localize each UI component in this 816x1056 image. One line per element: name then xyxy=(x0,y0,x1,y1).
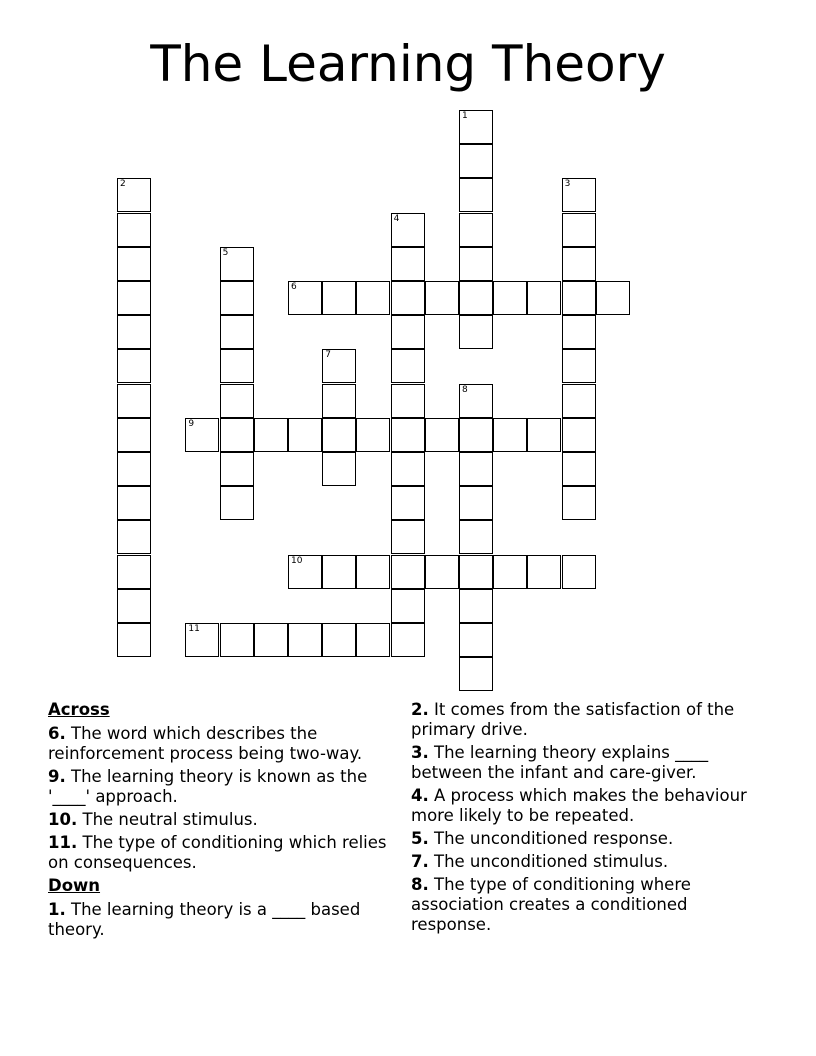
grid-cell xyxy=(391,520,425,554)
grid-cell xyxy=(288,281,322,315)
grid-cell xyxy=(117,247,151,281)
cell-number: 8 xyxy=(462,384,468,395)
grid-cell xyxy=(117,384,151,418)
grid-cell xyxy=(185,418,219,452)
clue-text: The type of conditioning which relies on consequences. xyxy=(48,833,387,872)
grid-cell xyxy=(527,281,561,315)
cell-number: 1 xyxy=(462,111,468,121)
grid-cell xyxy=(117,281,151,315)
grid-cell xyxy=(322,555,356,589)
clue-number: 6. xyxy=(48,724,66,743)
clue-down-2 xyxy=(411,700,771,740)
clue-number: 3. xyxy=(411,743,429,762)
grid-cell xyxy=(459,315,493,349)
grid-cell xyxy=(562,555,596,589)
cell-number: 11 xyxy=(188,624,200,634)
grid-cell xyxy=(322,281,356,315)
grid-cell xyxy=(117,178,151,212)
clue-text: The word which describes the reinforcement process being two-way. xyxy=(48,724,363,763)
grid-cell xyxy=(562,384,596,418)
down-heading: Down xyxy=(48,876,101,895)
grid-cell xyxy=(391,247,425,281)
grid-cell xyxy=(117,315,151,349)
grid-cell xyxy=(220,452,254,486)
clue-text: The type of conditioning where association creates a conditioned response. xyxy=(411,875,691,934)
grid-cell xyxy=(459,281,493,315)
clue-number: 11. xyxy=(48,833,78,852)
grid-cell xyxy=(493,281,527,315)
grid-cell xyxy=(220,623,254,657)
grid-cell xyxy=(220,281,254,315)
clue-down-1 xyxy=(48,900,403,940)
grid-cell xyxy=(288,555,322,589)
cell-number: 9 xyxy=(188,418,195,429)
grid-cell xyxy=(356,623,390,657)
clue-down-3 xyxy=(411,743,771,783)
grid-cell xyxy=(391,555,425,589)
grid-cell xyxy=(220,247,254,281)
grid-cell xyxy=(459,657,493,691)
cell-number: 2 xyxy=(120,179,126,190)
grid-cell xyxy=(459,144,493,178)
clue-text: The unconditioned stimulus. xyxy=(434,852,669,871)
grid-cell xyxy=(459,623,493,657)
clue-text: A process which makes the behaviour more likely to be repeated. xyxy=(411,786,747,825)
grid-cell xyxy=(117,520,151,554)
grid-cell xyxy=(562,315,596,349)
cell-number: 6 xyxy=(291,282,297,292)
grid-cell xyxy=(493,418,527,452)
clue-text: The learning theory explains ____ between the infant and care-giver. xyxy=(411,743,709,782)
cell-number: 5 xyxy=(222,247,229,258)
clue-number: 4. xyxy=(411,786,429,805)
grid-cell xyxy=(425,418,459,452)
grid-cell xyxy=(459,589,493,623)
grid-cell xyxy=(459,110,493,144)
grid-cell xyxy=(117,452,151,486)
grid-cell xyxy=(562,247,596,281)
clue-text: It comes from the satisfaction of the primary drive. xyxy=(411,700,735,739)
clue-text: The unconditioned response. xyxy=(434,829,674,848)
grid-cell xyxy=(117,418,151,452)
clue-number: 1. xyxy=(48,900,66,919)
grid-cell xyxy=(185,623,219,657)
grid-cell xyxy=(459,486,493,520)
grid-cell xyxy=(391,418,425,452)
cell-number: 3 xyxy=(564,179,571,190)
grid-cell xyxy=(220,418,254,452)
clue-number: 9. xyxy=(48,767,66,786)
grid-cell xyxy=(391,623,425,657)
grid-cell xyxy=(562,281,596,315)
across-heading: Across xyxy=(48,700,110,719)
grid-cell xyxy=(459,555,493,589)
grid-cell xyxy=(391,589,425,623)
grid-cell xyxy=(459,213,493,247)
clue-number: 5. xyxy=(411,829,429,848)
clue-number: 10. xyxy=(48,810,78,829)
clue-text: The learning theory is a ____ based theory. xyxy=(48,900,361,939)
grid-cell xyxy=(254,623,288,657)
clue-across-10 xyxy=(48,810,403,830)
clue-number: 2. xyxy=(411,700,429,719)
grid-cell xyxy=(220,384,254,418)
clue-across-9 xyxy=(48,767,403,807)
grid-cell xyxy=(562,213,596,247)
grid-cell xyxy=(391,281,425,315)
grid-cell xyxy=(391,349,425,383)
clue-number: 7. xyxy=(411,852,429,871)
grid-cell xyxy=(562,452,596,486)
grid-cell xyxy=(562,418,596,452)
grid-cell xyxy=(391,315,425,349)
cell-number: 10 xyxy=(291,555,303,566)
grid-cell xyxy=(322,623,356,657)
grid-cell xyxy=(117,555,151,589)
grid-cell xyxy=(220,349,254,383)
grid-cell xyxy=(459,384,493,418)
clues-left-column xyxy=(48,700,403,943)
grid-cell xyxy=(425,555,459,589)
grid-cell xyxy=(493,555,527,589)
grid-cell xyxy=(117,349,151,383)
grid-cell xyxy=(117,213,151,247)
cell-number: 4 xyxy=(393,213,400,224)
grid-cell xyxy=(562,349,596,383)
clue-down-8 xyxy=(411,875,771,935)
grid-cell xyxy=(391,384,425,418)
clue-number: 8. xyxy=(411,875,429,894)
clue-text: The learning theory is known as the '____' approach. xyxy=(48,767,368,806)
grid-cell xyxy=(459,418,493,452)
grid-cell xyxy=(117,486,151,520)
grid-cell xyxy=(391,486,425,520)
grid-cell xyxy=(322,452,356,486)
grid-cell xyxy=(220,486,254,520)
grid-cell xyxy=(322,384,356,418)
grid-cell xyxy=(322,418,356,452)
grid-cell xyxy=(254,418,288,452)
grid-cell xyxy=(562,486,596,520)
grid-cell xyxy=(117,623,151,657)
grid-cell xyxy=(391,452,425,486)
grid-cell xyxy=(356,281,390,315)
clue-across-6 xyxy=(48,724,403,764)
grid-cell xyxy=(391,213,425,247)
clue-down-5 xyxy=(411,829,771,849)
grid-cell xyxy=(562,178,596,212)
cell-number: 7 xyxy=(325,350,331,361)
grid-cell xyxy=(459,178,493,212)
clue-text: The neutral stimulus. xyxy=(82,810,258,829)
clue-down-4 xyxy=(411,786,771,826)
grid-cell xyxy=(356,555,390,589)
grid-cell xyxy=(322,349,356,383)
grid-cell xyxy=(288,623,322,657)
grid-cell xyxy=(459,247,493,281)
grid-cell xyxy=(459,520,493,554)
grid-cell xyxy=(220,315,254,349)
clue-across-11 xyxy=(48,833,403,873)
grid-cell xyxy=(527,555,561,589)
clue-down-7 xyxy=(411,852,771,872)
grid-cell xyxy=(117,589,151,623)
clues-right-column xyxy=(411,700,771,938)
grid-cell xyxy=(425,281,459,315)
grid-cell xyxy=(459,452,493,486)
grid-cell xyxy=(527,418,561,452)
page-title: The Learning Theory xyxy=(150,35,666,93)
grid-cell xyxy=(356,418,390,452)
grid-cell xyxy=(288,418,322,452)
grid-cell xyxy=(596,281,630,315)
